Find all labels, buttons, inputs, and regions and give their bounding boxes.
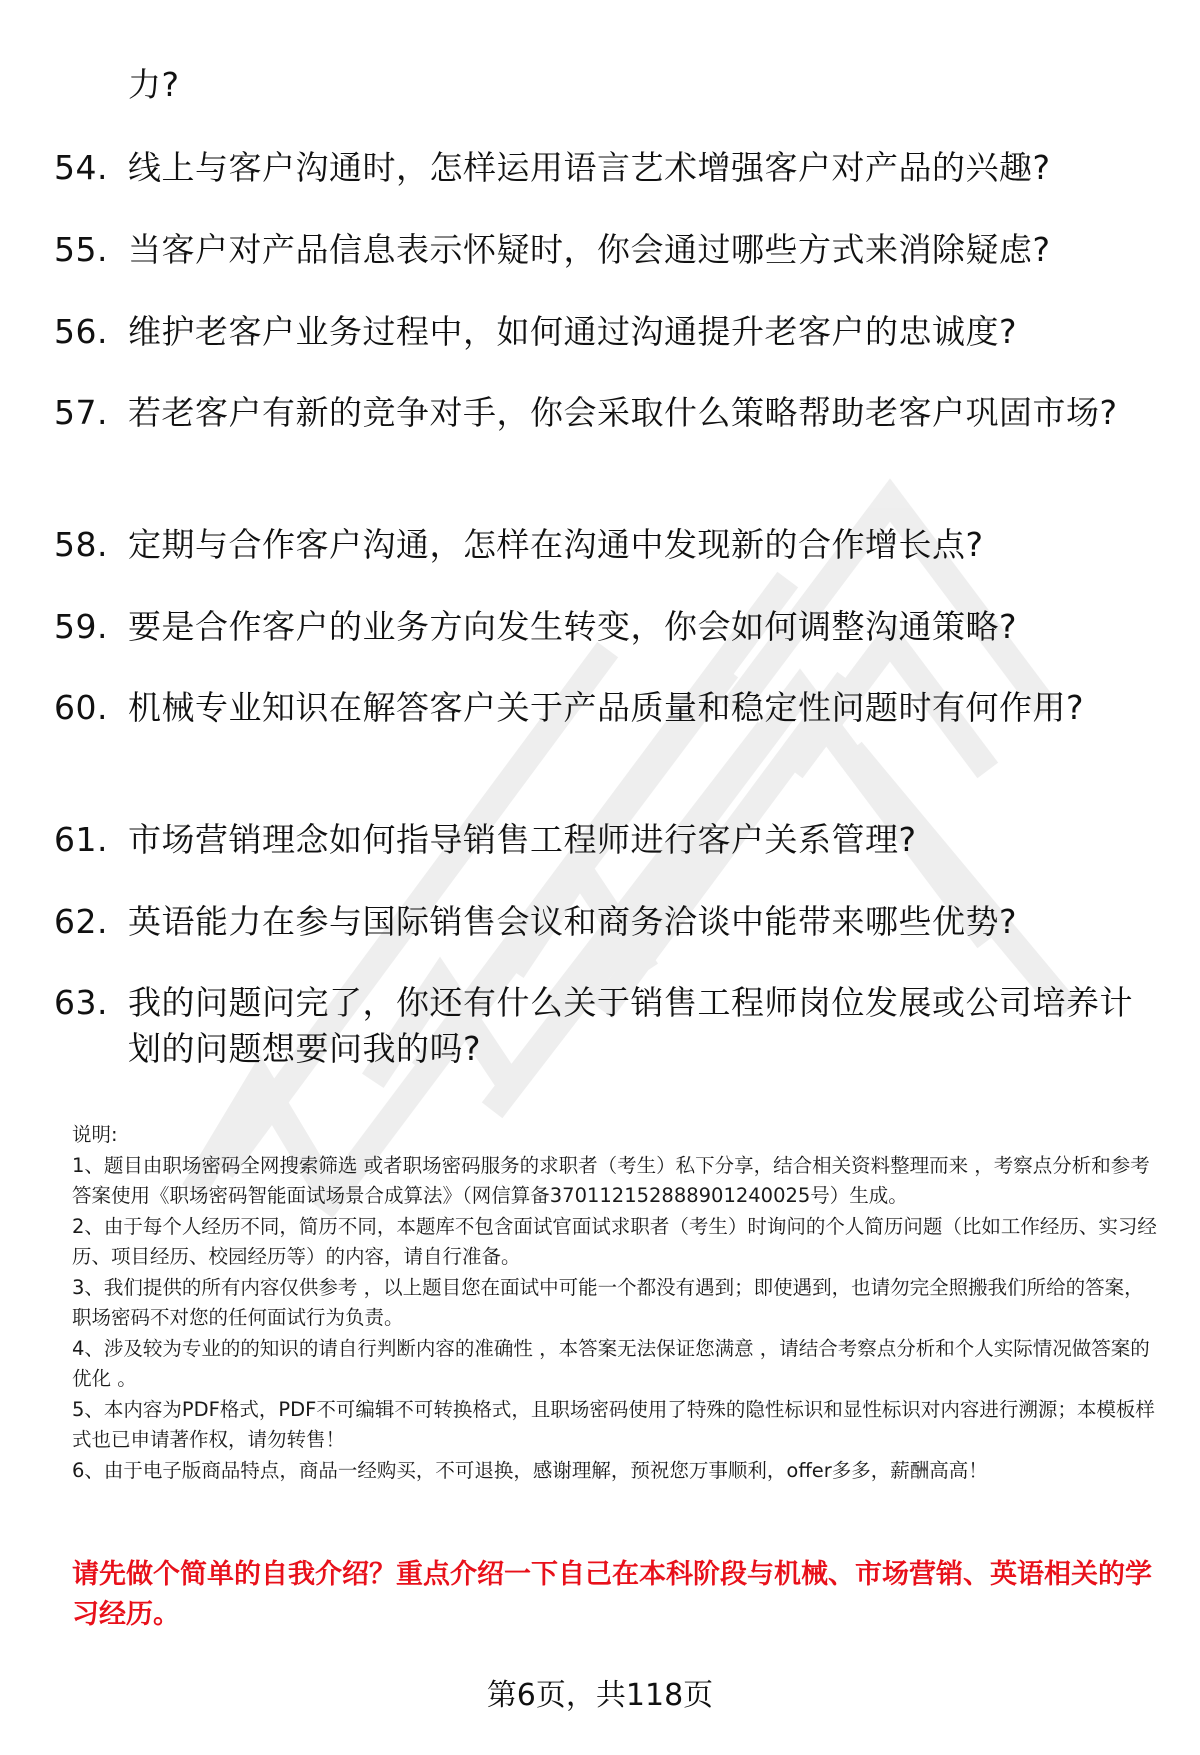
notes-item: 2、由于每个人经历不同，简历不同，本题库不包含面试官面试求职者（考生）时询问的个人简历问题（比如工作经历、实习经历、项目经历、校园经历等）的内容，请自行准备。 <box>72 1214 1157 1268</box>
notes-item: 6、由于电子版商品特点，商品一经购买，不可退换，感谢理解，预祝您万事顺利，offer多多，薪酬高高！ <box>72 1458 988 1482</box>
question-text: 要是合作客户的业务方向发生转变，你会如何调整沟通策略? <box>128 607 1018 646</box>
question-text: 线上与客户沟通时，怎样运用语言艺术增强客户对产品的兴趣? <box>128 148 1051 187</box>
question-text: 若老客户有新的竞争对手，你会采取什么策略帮助老客户巩固市场? <box>128 393 1118 432</box>
notes-item: 1、题目由职场密码全网搜索筛选 或者职场密码服务的求职者（考生）私下分享，结合相关资料整理而来 ，考察点分析和参考答案使用《职场密码智能面试场景合成算法》（网信算备370112152888901240025号）生成。 <box>72 1153 1150 1207</box>
page-number: 第6页，共118页 <box>486 1678 714 1713</box>
question-number: 61. <box>54 820 108 859</box>
question-number: 60. <box>54 688 108 727</box>
question-number: 55. <box>54 230 108 269</box>
question-number: 58. <box>54 525 108 564</box>
question-text: 当客户对产品信息表示怀疑时，你会通过哪些方式来消除疑虑? <box>128 230 1051 269</box>
question-continuation-text: 力? <box>128 65 180 104</box>
question-number: 62. <box>54 902 108 941</box>
question-text: 维护老客户业务过程中，如何通过沟通提升老客户的忠诚度? <box>128 312 1018 351</box>
question-text: 市场营销理念如何指导销售工程师进行客户关系管理? <box>128 820 917 859</box>
disclaimer-notes <box>72 1120 1162 1486</box>
notes-heading: 说明: <box>72 1123 118 1146</box>
question-number: 59. <box>54 607 108 646</box>
notes-item: 4、涉及较为专业的的知识的请自行判断内容的准确性 ，本答案无法保证您满意 ，请结合考察点分析和个人实际情况做答案的优化 。 <box>72 1336 1150 1390</box>
question-text: 英语能力在参与国际销售会议和商务洽谈中能带来哪些优势? <box>128 902 1018 941</box>
question-number: 56. <box>54 312 108 351</box>
question-text: 我的问题问完了，你还有什么关于销售工程师岗位发展或公司培养计划的问题想要问我的吗? <box>128 983 1133 1068</box>
question-number: 57. <box>54 393 108 432</box>
question-text: 定期与合作客户沟通，怎样在沟通中发现新的合作增长点? <box>128 525 984 564</box>
question-number: 54. <box>54 148 108 187</box>
notes-item: 5、本内容为PDF格式，PDF不可编辑不可转换格式，且职场密码使用了特殊的隐性标识和显性标识对内容进行溯源；本模板样式也已申请著作权，请勿转售！ <box>72 1397 1155 1451</box>
question-text: 机械专业知识在解答客户关于产品质量和稳定性问题时有何作用? <box>128 688 1085 727</box>
notes-item: 3、我们提供的所有内容仅供参考 ，以上题目您在面试中可能一个都没有遇到；即使遇到，也请勿完全照搬我们所给的答案，职场密码不对您的任何面试行为负责。 <box>72 1275 1144 1329</box>
highlighted-question: 请先做个简单的自我介绍？重点介绍一下自己在本科阶段与机械、市场营销、英语相关的学习经历。 <box>72 1559 1152 1630</box>
question-number: 63. <box>54 983 108 1022</box>
